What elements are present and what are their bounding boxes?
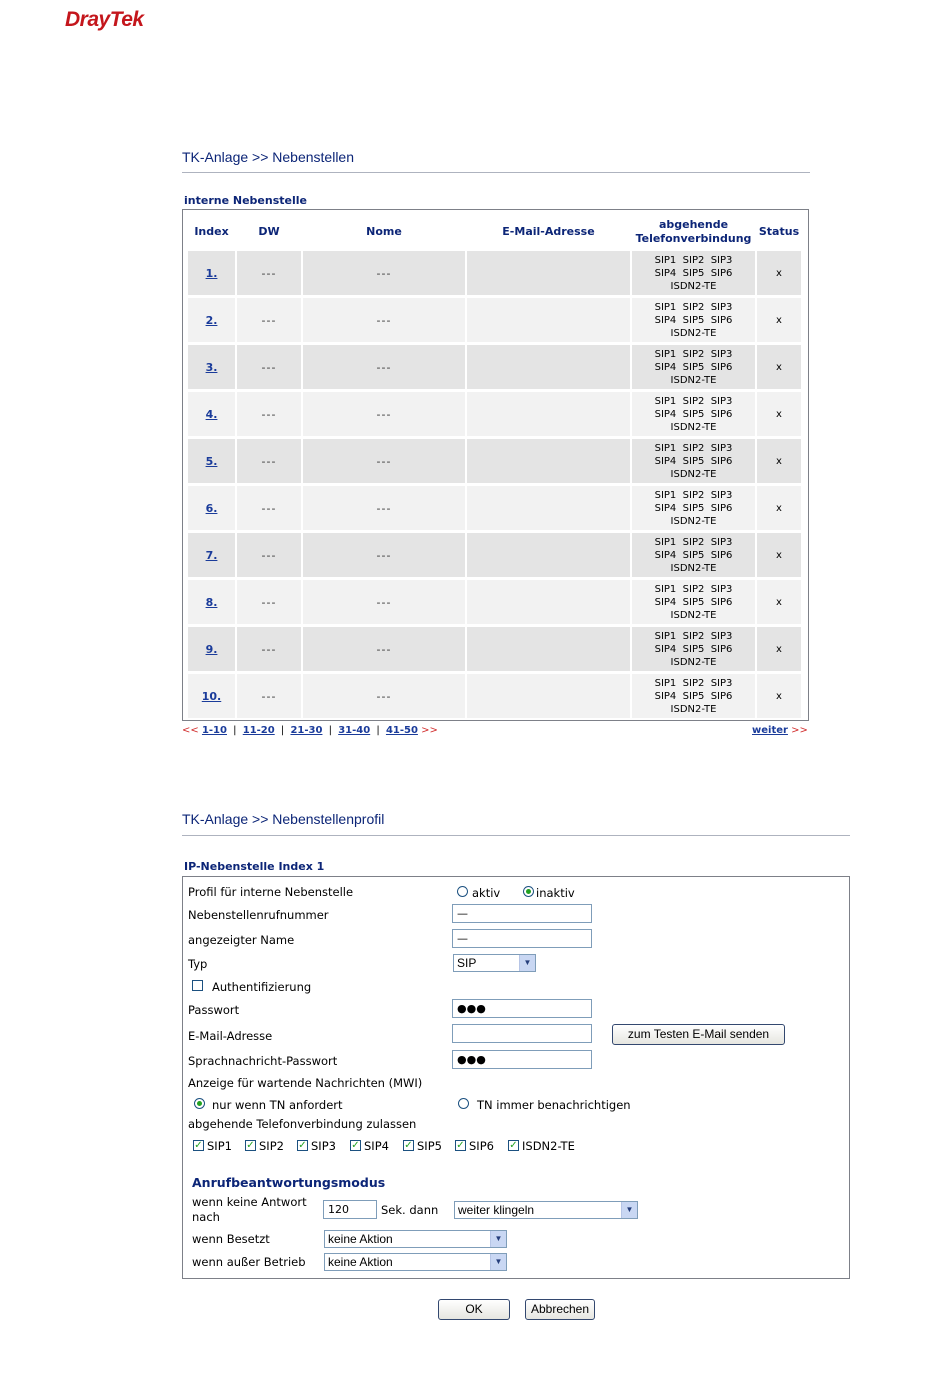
index-cell — [188, 580, 235, 624]
dw-cell: --- — [237, 486, 301, 530]
outgoing-sip1-label: SIP1 — [207, 1139, 232, 1153]
dw-cell: --- — [237, 533, 301, 577]
cancel-button[interactable]: Abbrechen — [525, 1299, 595, 1320]
no-answer-label: wenn keine Antwort — [192, 1195, 307, 1209]
status-cell: x — [757, 251, 801, 295]
status-cell: x — [757, 580, 801, 624]
voicemail-password-input[interactable]: ●●● — [452, 1050, 592, 1069]
answer-mode-heading: Anrufbeantwortungsmodus — [192, 1175, 386, 1190]
email-label: E-Mail-Adresse — [188, 1029, 273, 1043]
table-row — [188, 580, 801, 624]
index-link[interactable]: 8. — [205, 595, 218, 609]
index-cell — [188, 674, 235, 718]
outgoing-sip5-checkbox[interactable]: ✓ — [404, 1140, 413, 1151]
name-cell: --- — [303, 580, 465, 624]
chevron-down-icon[interactable]: ▼ — [519, 955, 535, 971]
outgoing-sip3-label: SIP3 — [311, 1139, 336, 1153]
outgoing-sip3-checkbox[interactable]: ✓ — [298, 1140, 307, 1151]
pager-separator: | — [280, 725, 285, 736]
pagination — [182, 725, 438, 736]
outgoing-cell: SIP1 SIP2 SIP3 SIP4 SIP5 SIP6 ISDN2-TE — [632, 486, 755, 530]
pager-separator: | — [376, 725, 380, 736]
col-header-status: Status — [758, 225, 800, 238]
email-cell — [467, 392, 630, 436]
pager-link-1[interactable]: 1-10 — [201, 725, 227, 736]
mwi-label: Anzeige für wartende Nachrichten (MWI) — [188, 1076, 423, 1090]
email-cell — [467, 251, 630, 295]
outgoing-cell: SIP1 SIP2 SIP3 SIP4 SIP5 SIP6 ISDN2-TE — [632, 580, 755, 624]
out-of-service-action-select[interactable] — [324, 1253, 507, 1271]
chevron-down-icon[interactable]: ▼ — [621, 1202, 637, 1218]
index-link[interactable]: 3. — [205, 360, 218, 374]
index-cell — [188, 439, 235, 483]
chevron-down-icon[interactable]: ▼ — [490, 1231, 506, 1247]
profile-form — [182, 876, 850, 1279]
outgoing-sip2-label: SIP2 — [259, 1139, 284, 1153]
outgoing-label: abgehende Telefonverbindung zulassen — [188, 1117, 417, 1131]
index-link[interactable]: 9. — [205, 642, 218, 656]
index-link[interactable]: 4. — [205, 407, 218, 421]
form-label: IP-Nebenstelle Index 1 — [184, 860, 325, 873]
dw-cell: --- — [237, 251, 301, 295]
dw-cell: --- — [237, 439, 301, 483]
email-cell — [467, 674, 630, 718]
page-title-profile: TK-Anlage >> Nebenstellenprofil — [182, 811, 385, 827]
profile-inactive-label: inaktiv — [536, 886, 575, 900]
pager-link-3[interactable]: 21-30 — [290, 725, 323, 736]
email-cell — [467, 627, 630, 671]
index-cell — [188, 486, 235, 530]
outgoing-sip2-checkbox[interactable]: ✓ — [246, 1140, 255, 1151]
mwi-on-request-label: nur wenn TN anfordert — [212, 1098, 343, 1112]
table-label: interne Nebenstelle — [184, 194, 307, 207]
name-cell: --- — [303, 439, 465, 483]
name-cell: --- — [303, 627, 465, 671]
table-row — [188, 251, 801, 295]
status-cell: x — [757, 627, 801, 671]
dw-cell: --- — [237, 674, 301, 718]
busy-action-select[interactable] — [324, 1230, 507, 1248]
outgoing-cell: SIP1 SIP2 SIP3 SIP4 SIP5 SIP6 ISDN2-TE — [632, 674, 755, 718]
weiter-link[interactable]: weiter — [752, 725, 788, 736]
outgoing-sip4-label: SIP4 — [364, 1139, 389, 1153]
status-cell: x — [757, 298, 801, 342]
display-name-label: angezeigter Name — [188, 933, 295, 947]
type-label: Typ — [188, 957, 208, 971]
table-row — [188, 439, 801, 483]
out-of-service-label: wenn außer Betrieb — [192, 1255, 306, 1269]
status-cell: x — [757, 486, 801, 530]
table-row — [188, 486, 801, 530]
email-cell — [467, 486, 630, 530]
auth-label: Authentifizierung — [212, 980, 312, 994]
status-cell: x — [757, 392, 801, 436]
name-cell: --- — [303, 674, 465, 718]
col-header-outgoing: abgehende Telefonverbindung — [635, 218, 752, 245]
mwi-always-label: TN immer benachrichtigen — [477, 1098, 631, 1112]
col-header-name: Nome — [366, 225, 402, 238]
status-cell: x — [757, 674, 801, 718]
outgoing-cell: SIP1 SIP2 SIP3 SIP4 SIP5 SIP6 ISDN2-TE — [632, 392, 755, 436]
pager-link-4[interactable]: 31-40 — [338, 725, 371, 736]
password-label: Passwort — [188, 1003, 240, 1017]
auth-checkbox[interactable] — [192, 980, 203, 991]
index-cell — [188, 533, 235, 577]
status-cell: x — [757, 533, 801, 577]
index-link[interactable]: 6. — [205, 501, 218, 515]
pager-next-arrows[interactable]: >> — [421, 725, 438, 736]
table-row — [188, 627, 801, 671]
outgoing-cell: SIP1 SIP2 SIP3 SIP4 SIP5 SIP6 ISDN2-TE — [632, 533, 755, 577]
email-cell — [467, 298, 630, 342]
display-name-input[interactable]: — — [452, 929, 592, 948]
outgoing-cell: SIP1 SIP2 SIP3 SIP4 SIP5 SIP6 ISDN2-TE — [632, 298, 755, 342]
pager-separator: | — [328, 725, 333, 736]
outgoing-sip4-checkbox[interactable]: ✓ — [351, 1140, 360, 1151]
email-cell — [467, 533, 630, 577]
outgoing-sip6-checkbox[interactable]: ✓ — [456, 1140, 465, 1151]
index-link[interactable]: 2. — [205, 313, 218, 327]
name-cell: --- — [303, 345, 465, 389]
index-cell — [188, 345, 235, 389]
outgoing-sip6-label: SIP6 — [469, 1139, 494, 1153]
status-cell: x — [757, 345, 801, 389]
voicemail-password-label: Sprachnachricht-Passwort — [188, 1054, 338, 1068]
outgoing-cell: SIP1 SIP2 SIP3 SIP4 SIP5 SIP6 ISDN2-TE — [632, 439, 755, 483]
name-cell: --- — [303, 392, 465, 436]
index-cell — [188, 251, 235, 295]
weiter-arrows[interactable]: >> — [791, 725, 808, 736]
dw-cell: --- — [237, 580, 301, 624]
outgoing-isdn-label: ISDN2-TE — [522, 1139, 575, 1153]
pager-weiter — [752, 725, 808, 736]
pager-link-5[interactable]: 41-50 — [385, 725, 418, 736]
outgoing-cell: SIP1 SIP2 SIP3 SIP4 SIP5 SIP6 ISDN2-TE — [632, 345, 755, 389]
index-link[interactable]: 10. — [201, 689, 222, 703]
outgoing-isdn-checkbox[interactable]: ✓ — [509, 1140, 518, 1151]
pager-link-2[interactable]: 11-20 — [242, 725, 275, 736]
mwi-on-request-radio[interactable] — [194, 1098, 205, 1109]
no-answer-seconds-input[interactable]: 120 — [323, 1200, 377, 1219]
col-header-email: E-Mail-Adresse — [502, 225, 595, 238]
number-label: Nebenstellenrufnummer — [188, 908, 329, 922]
no-answer-label-2: nach — [192, 1210, 220, 1224]
password-input[interactable]: ●●● — [452, 999, 592, 1018]
outgoing-cell: SIP1 SIP2 SIP3 SIP4 SIP5 SIP6 ISDN2-TE — [632, 627, 755, 671]
title-divider — [182, 835, 850, 836]
type-select[interactable] — [453, 954, 536, 972]
email-cell — [467, 580, 630, 624]
dw-cell: --- — [237, 345, 301, 389]
busy-action-value: keine Aktion — [328, 1232, 393, 1246]
chevron-down-icon[interactable]: ▼ — [490, 1254, 506, 1270]
table-row — [188, 674, 801, 718]
seconds-then-label: Sek. dann — [381, 1203, 439, 1217]
profile-label: Profil für interne Nebenstelle — [188, 885, 354, 899]
profile-inactive-radio[interactable] — [523, 886, 534, 897]
index-cell — [188, 627, 235, 671]
dw-cell: --- — [237, 298, 301, 342]
test-email-button[interactable]: zum Testen E-Mail senden — [612, 1024, 785, 1045]
pager-prev-arrows[interactable]: << — [182, 725, 199, 736]
table-row — [188, 298, 801, 342]
table-row — [188, 392, 801, 436]
col-header-dw: DW — [258, 225, 280, 238]
index-link[interactable]: 1. — [205, 266, 218, 280]
index-cell — [188, 298, 235, 342]
busy-label: wenn Besetzt — [192, 1232, 270, 1246]
name-cell: --- — [303, 486, 465, 530]
extension-table — [186, 213, 803, 721]
no-answer-action-value: weiter klingeln — [458, 1203, 535, 1217]
dw-cell: --- — [237, 627, 301, 671]
title-divider — [182, 172, 810, 173]
page-title-extensions: TK-Anlage >> Nebenstellen — [182, 149, 354, 165]
index-link[interactable]: 7. — [205, 548, 218, 562]
name-cell: --- — [303, 298, 465, 342]
table-row — [188, 345, 801, 389]
mwi-always-radio[interactable] — [458, 1098, 469, 1109]
extension-table-body — [188, 251, 801, 718]
email-cell — [467, 439, 630, 483]
table-row — [188, 533, 801, 577]
dw-cell: --- — [237, 392, 301, 436]
outgoing-sip1-checkbox[interactable]: ✓ — [194, 1140, 203, 1151]
outgoing-cell: SIP1 SIP2 SIP3 SIP4 SIP5 SIP6 ISDN2-TE — [632, 251, 755, 295]
name-cell: --- — [303, 251, 465, 295]
ok-button[interactable]: OK — [438, 1299, 510, 1320]
col-header-index: Index — [194, 225, 229, 238]
name-cell: --- — [303, 533, 465, 577]
index-cell — [188, 392, 235, 436]
no-answer-action-select[interactable] — [454, 1201, 638, 1219]
profile-active-label: aktiv — [472, 886, 501, 900]
outgoing-sip5-label: SIP5 — [417, 1139, 442, 1153]
extension-table-box — [182, 209, 809, 721]
draytek-logo: DrayTek — [65, 8, 144, 31]
type-select-value: SIP — [457, 956, 477, 970]
number-input[interactable]: — — [452, 904, 592, 923]
email-input[interactable] — [452, 1024, 592, 1043]
email-cell — [467, 345, 630, 389]
pager-separator: | — [233, 725, 237, 736]
out-of-service-action-value: keine Aktion — [328, 1255, 393, 1269]
index-link[interactable]: 5. — [205, 454, 218, 468]
profile-active-radio[interactable] — [457, 886, 468, 897]
status-cell: x — [757, 439, 801, 483]
